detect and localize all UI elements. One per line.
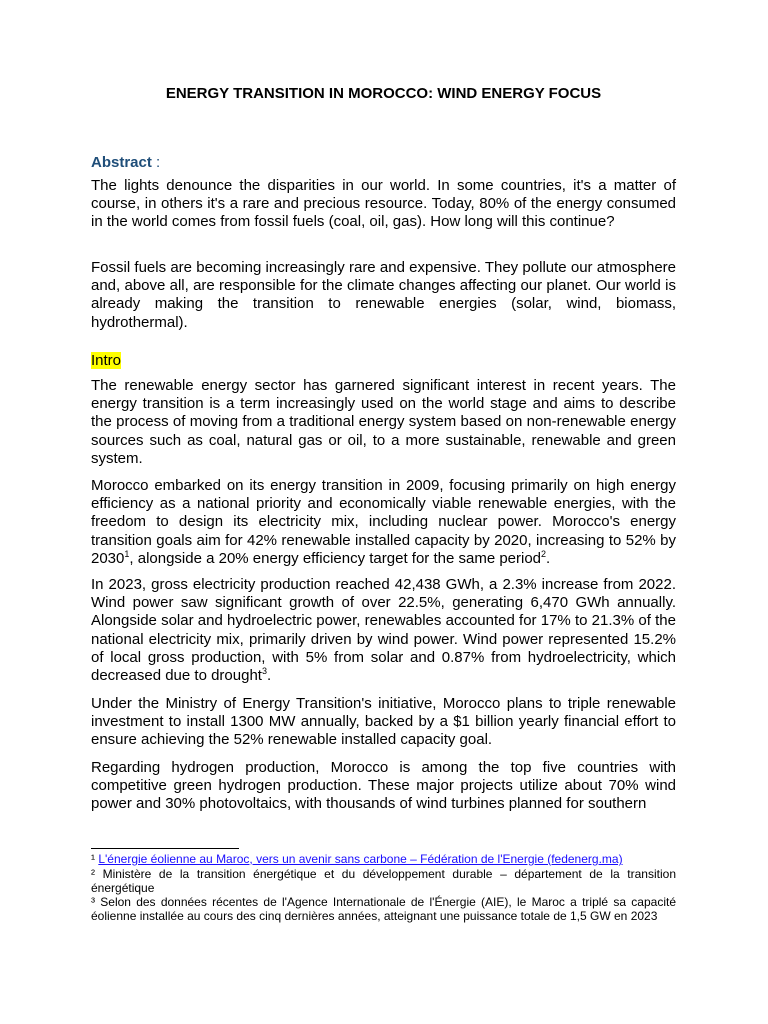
intro-paragraph-5: Regarding hydrogen production, Morocco is among the top five countries with competitive green hydrogen production. These major projects utilize about 70% wind power and 30% photovoltaics, with thousands of wind turbines planned for southern xyxy=(91,759,676,813)
intro-paragraph-2-text-a: Morocco embarked on its energy transition in 2009, focusing primarily on high energy efficiency as a national priority and economically viable renewable energies, with the freedom to design its electricity mix, including nuclear power. Morocco's energy transition goals aim for 42% renewable installed capacity by 2020, increasing to 52% by 2030 xyxy=(91,477,676,567)
intro-paragraph-3-text-a: In 2023, gross electricity production reached 42,438 GWh, a 2.3% increase from 2022. Wind power saw significant growth of over 22.5%, generating 6,470 GWh annually. Alongside solar and hydroelectric power, renewables accounted for 17% to 21.3% of the national electricity mix, primarily driven by wind power. Wind power represented 15.2% of local gross production, with 5% from solar and 0.87% from hydroelectricity, which decreased due to drought xyxy=(91,576,676,685)
footnote-3-marker: ³ xyxy=(91,895,95,909)
footnote-2-text: Ministère de la transition énergétique et du développement durable – département de la transition énergétique xyxy=(91,867,676,895)
intro-paragraph-4: Under the Ministry of Energy Transition's initiative, Morocco plans to triple renewable investment to install 1300 MW annually, backed by a $1 billion yearly financial effort to ensure achieving the 52% renewable installed capacity goal. xyxy=(91,695,676,749)
footnote-separator xyxy=(91,848,239,849)
intro-paragraph-3 xyxy=(91,576,676,685)
intro-heading-label: Intro xyxy=(91,352,122,369)
footnote-2 xyxy=(91,867,676,895)
abstract-heading xyxy=(91,154,160,172)
intro-paragraph-2-text-c: . xyxy=(546,549,551,567)
intro-heading xyxy=(91,352,121,370)
footnote-3-text: Selon des données récentes de l'Agence Internationale de l'Énergie (AIE), le Maroc a triplé sa capacité éolienne installée au cours des cinq dernières années, atteignant une puissance totale de 1,5 GW en 2023 xyxy=(91,895,676,923)
footnote-1-marker: ¹ xyxy=(91,852,95,866)
document-title: ENERGY TRANSITION IN MOROCCO: WIND ENERGY FOCUS xyxy=(165,85,602,102)
intro-paragraph-3-text-b: . xyxy=(266,667,272,685)
footnote-ref-3[interactable]: 3 xyxy=(261,666,267,677)
footnote-1-link[interactable]: L'énergie éolienne au Maroc, vers un avenir sans carbone – Fédération de l'Energie (fedenerg.ma) xyxy=(98,852,623,866)
abstract-paragraph-2: Fossil fuels are becoming increasingly rare and expensive. They pollute our atmosphere and, above all, are responsible for the climate changes affecting our planet. Our world is already making the transition to renewable energies (solar, wind, biomass, hydrothermal). xyxy=(91,259,676,331)
intro-paragraph-1: The renewable energy sector has garnered significant interest in recent years. The energy transition is a term increasingly used on the world stage and aims to describe the process of moving from a traditional energy system based on non-renewable energy sources such as coal, natural gas or oil, to a more sustainable, renewable and green system. xyxy=(91,377,676,467)
footnote-3 xyxy=(91,895,676,923)
intro-paragraph-2 xyxy=(91,477,676,568)
abstract-heading-label: Abstract xyxy=(91,154,152,171)
footnote-ref-2[interactable]: 2 xyxy=(541,548,547,559)
abstract-heading-colon: : xyxy=(151,154,161,171)
intro-paragraph-2-text-b: , alongside a 20% energy efficiency target for the same period xyxy=(129,549,542,567)
footnote-1 xyxy=(91,852,676,866)
abstract-paragraph-1: The lights denounce the disparities in our world. In some countries, it's a matter of course, in others it's a rare and precious resource. Today, 80% of the energy consumed in the world comes from fossil fuels (coal, oil, gas). How long will this continue? xyxy=(91,177,676,231)
footnote-2-marker: ² xyxy=(91,867,95,881)
footnote-ref-1[interactable]: 1 xyxy=(124,548,130,559)
